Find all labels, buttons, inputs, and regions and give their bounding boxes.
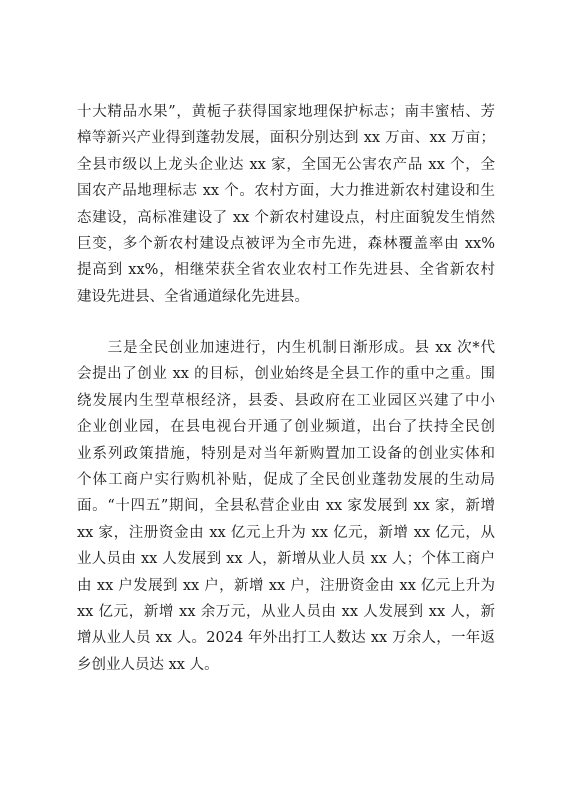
text-line: 个体工商户实行购机补贴，促成了全民创业蓬勃发展的生动局 <box>77 471 495 488</box>
text-line: 面。“十四五”期间，全县私营企业由 xx 家发展到 xx 家，新增 <box>77 498 495 515</box>
text-line: 业人员由 xx 人发展到 xx 人，新增从业人员 xx 人；个体工商户 <box>77 551 495 568</box>
paragraph-agriculture-rural <box>77 99 495 310</box>
text-line: 建设先进县、全省通道绿化先进县。 <box>77 288 309 305</box>
text-line: 全县市级以上龙头企业达 xx 家，全国无公害农产品 xx 个，全 <box>77 156 495 173</box>
text-line: 乡创业人员达 xx 人。 <box>77 656 219 673</box>
text-line: 三是全民创业加速进行，内生机制日渐形成。县 xx 次*代 <box>77 340 495 356</box>
text-line: 业系列政策措施，特别是对当年新购置加工设备的创业实体和 <box>77 445 495 462</box>
text-line: 由 xx 户发展到 xx 户，新增 xx 户，注册资金由 xx 亿元上升为 <box>77 577 495 594</box>
text-line: xx 亿元，新增 xx 余万元，从业人员由 xx 人发展到 xx 人，新 <box>77 603 495 620</box>
text-line: 提高到 xx%，相继荣获全省农业农村工作先进县、全省新农村 <box>77 262 495 279</box>
text-line: 增从业人员 xx 人。2024 年外出打工人数达 xx 万余人，一年返 <box>77 630 495 647</box>
text-line: 绕发展内生型草根经济，县委、县政府在工业园区兴建了中小 <box>77 392 495 409</box>
paragraph-entrepreneurship <box>77 335 495 678</box>
text-line: 十大精品水果”，黄栀子获得国家地理保护标志；南丰蜜桔、芳 <box>77 104 495 120</box>
text-line: 樟等新兴产业得到蓬勃发展，面积分别达到 xx 万亩、xx 万亩； <box>77 130 495 147</box>
text-line: 会提出了创业 xx 的目标，创业始终是全县工作的重中之重。围 <box>77 366 495 383</box>
text-line: 国农产品地理标志 xx 个。农村方面，大力推进新农村建设和生 <box>77 183 495 200</box>
text-line: 巨变，多个新农村建设点被评为全市先进，森林覆盖率由 xx% <box>77 235 495 252</box>
text-line: 企业创业园，在县电视台开通了创业频道，出台了扶持全民创 <box>77 419 495 436</box>
text-line: 态建设，高标准建设了 xx 个新农村建设点，村庄面貌发生悄然 <box>77 209 495 226</box>
text-line: xx 家，注册资金由 xx 亿元上升为 xx 亿元，新增 xx 亿元，从 <box>77 524 495 541</box>
